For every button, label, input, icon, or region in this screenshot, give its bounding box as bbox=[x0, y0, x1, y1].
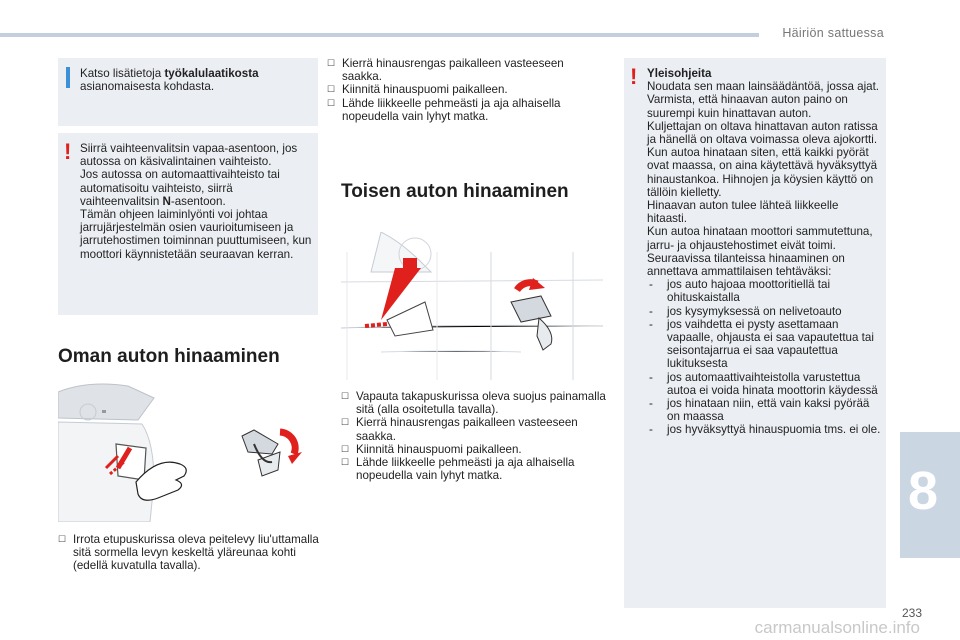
own-towing-steps bbox=[58, 533, 320, 573]
rear-bumper-illustration bbox=[341, 232, 603, 380]
continued-steps bbox=[327, 57, 602, 123]
general-instructions-text: Yleisohjeita Noudata sen maan lainsäädäntöä, jossa ajat. Varmista, että hinaavan auton paino on suurempi kuin hinattavan auton. Kuljettajan on oltava hinattavan auton ratissa ja hänellä on oltava voimassa oleva ajokortti. Kun autoa hinataan siten, että kaikki pyörät ovat maassa, on aina käytettävä hyväksyttyä hinaustankoa. Hihnojen ja köysien käyttö on tällöin kielletty. Hinaavan auton tulee lähteä liikkeelle hitaasti. Kun autoa hinataan moottori sammutettuna, jarru- ja ohjaustehostimet eivät toimi. Seuraavissa tilanteissa hinaaminen on annettava ammattilaisen tehtäväksi: - jos auto hajoaa moottoritiellä tai ohituskaistalla - jos kysymyksessä on nelivetoauto - jos vaihdetta ei pysty asettamaan vapaalle, ohjausta ei saa vapautettua tai seisontajarrua ei saa vapautettua lukituksesta - jos automaattivaihteistolla varustettua autoa ei voida hinata moottorin käydessä - jos hinataan niin, että vain kaksi pyörää on maassa - jos hyväksyttyä hinauspuomia tms. ei ole. bbox=[647, 67, 881, 437]
chapter-number: 8 bbox=[907, 461, 938, 521]
list-item: ☐ Lähde liikkeelle pehmeästi ja aja alhaisella nopeudella vain lyhyt matka. bbox=[341, 456, 606, 482]
list-item: - jos auto hajoaa moottoritiellä tai ohituskaistalla bbox=[647, 278, 881, 304]
list-item: - jos automaattivaihteistolla varustettua autoa ei voida hinata moottorin käydessä bbox=[647, 371, 881, 397]
own-towing-title: Oman auton hinaaminen bbox=[58, 346, 280, 367]
list-item: ☐ Irrota etupuskurissa oleva peitelevy liu'uttamalla sitä sormella levyn keskeltä yläreunaa kohti (edellä kuvatulla tavalla). bbox=[58, 533, 320, 573]
warning-icon: ! bbox=[630, 64, 638, 89]
list-item: - jos hyväksyttyä hinauspuomia tms. ei ole. bbox=[647, 423, 881, 436]
warning-icon: ! bbox=[64, 139, 72, 164]
rear-bumper-figure bbox=[341, 232, 603, 380]
warning-text-left: Siirrä vaihteenvalitsin vapaa-asentoon, jos autossa on käsivalintainen vaihteisto. Jos autossa on automaattivaihteisto tai automatisoitu vaihteisto, siirrä vaihteenvalitsin N-asentoon. Tämän ohjeen laiminlyönti voi johtaa jarrujärjestelmän osien vaurioitumiseen ja jarrutehostimen toiminnan puuttumiseen, kun moottori käynnistetään seuraavan kerran. bbox=[80, 142, 312, 261]
list-item: - jos hinataan niin, että vain kaksi pyörää on maassa bbox=[647, 397, 881, 423]
list-item: ☐ Vapauta takapuskurissa oleva suojus painamalla sitä (alla osoitetulla tavalla). bbox=[341, 390, 606, 416]
list-item: ☐ Kiinnitä hinauspuomi paikalleen. bbox=[327, 83, 602, 96]
list-item: ☐ Lähde liikkeelle pehmeästi ja aja alhaisella nopeudella vain lyhyt matka. bbox=[327, 97, 602, 123]
list-item: ☐ Kierrä hinausrengas paikalleen vasteeseen saakka. bbox=[327, 57, 602, 83]
header-bar bbox=[0, 33, 759, 37]
list-item: - jos vaihdetta ei pysty asettamaan vapaalle, ohjausta ei saa vapautettua tai seisontajarrua ei saa vapautettua lukituksesta bbox=[647, 318, 881, 371]
general-title: Yleisohjeita bbox=[647, 67, 712, 80]
list-item: ☐ Kiinnitä hinauspuomi paikalleen. bbox=[341, 443, 606, 456]
front-bumper-illustration bbox=[58, 372, 318, 522]
info-icon bbox=[66, 67, 70, 88]
other-towing-title: Toisen auton hinaaminen bbox=[341, 181, 569, 202]
front-bumper-figure bbox=[58, 372, 318, 522]
info-text: Katso lisätietoja työkalulaatikosta asianomaisesta kohdasta. bbox=[80, 67, 259, 94]
list-item: - jos kysymyksessä on nelivetoauto bbox=[647, 305, 881, 318]
page-number: 233 bbox=[901, 606, 922, 620]
section-title: Häiriön sattuessa bbox=[782, 26, 884, 40]
list-item: ☐ Kierrä hinausrengas paikalleen vasteeseen saakka. bbox=[341, 416, 606, 442]
other-towing-steps bbox=[341, 390, 606, 482]
professional-cases-list bbox=[647, 278, 881, 436]
watermark: carmanualsonline.info bbox=[754, 618, 920, 637]
